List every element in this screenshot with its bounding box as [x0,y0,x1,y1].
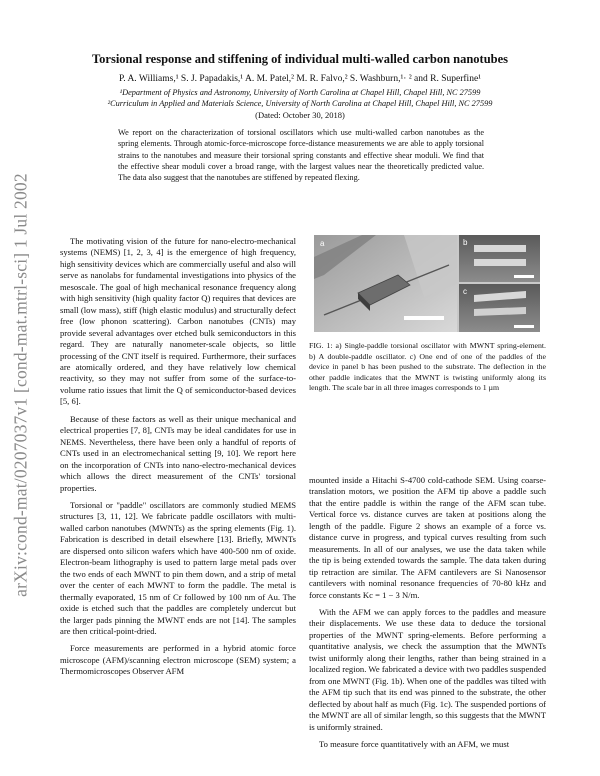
paddle [474,245,526,252]
panel-label-a: a [320,239,325,248]
author-list: P. A. Williams,¹ S. J. Papadakis,¹ A. M. Patel,² M. R. Falvo,² S. Washburn,¹· ² and R. Superfine¹ [118,74,482,84]
paragraph: Torsional or "paddle" oscillators are commonly studied MEMS structures [3, 11, 12]. We fabricate paddle oscillators with multi-walled carbon nanotubes (MWNTs) as the spring elements (Fig. 1). Fabrication is described in detail elsewhere [13]. Briefly, MWNTs are dispersed onto silicon wafers which have 400-500 nm of oxide. Electron-beam lithography is used to pattern large metal pads over the two ends of each MWNT to pin them down, and a strip of metal over the center of each MWNT to form the paddle. The metal is thermally evaporated, 15 nm of Cr followed by 100 nm of Au. The oxide is etched such that the paddles are completely undercut but the larger pads pinning the MWNT ends are not [14]. The samples are then critical-point-dried. [60,499,296,636]
sem-images [314,235,540,332]
paddle [474,259,526,266]
arxiv-identifier: arXiv:cond-mat/0207037v1 [cond-mat.mtrl-sci] 1 Jul 2002 [10,173,31,597]
caption-text: FIG. 1: a) Single-paddle torsional oscillator with MWNT spring-element. b) A double-paddle oscillator. c) One end of one of the paddles of the device in panel b has been pushed to the substrate. The deflection in the other paddle indicates that the MWNT is twisting uniformly along its length. The scale bar in all three images corresponds to 1 µm [309,341,546,393]
scale-bar [514,325,534,328]
paragraph: The motivating vision of the future for nano-electro-mechanical systems (NEMS) [1, 2, 3, 4] is the emergence of high frequency, high sensitivity devices which are commercially useful and also will serve as nanolabs for fundamental investigations into physics of the mesoscale. The goal of high mechanical resonance frequency along with high sensitivity (high quality factor Q) requires that devices are small (low mass), stiff (high elastic modulus) and structurally defect free (low phonon scattering). Carbon nanotubes (CNTs) may provide several advantages over etched bulk semiconductors in this regard. They are naturally nanometer-scale objects, so little processing of the CNT itself is required. Furthermore, their surfaces are atomically ordered, and they have relatively low chemical reactivity, so they may not suffer from some of the surface-to-volume ratio issues that limit the Q of semiconductor-based devices [5, 6]. [60,236,296,407]
panel-label-b: b [463,238,468,247]
paragraph: Because of these factors as well as their unique mechanical and electrical properties [7, 8], CNTs may be ideal candidates for use in NEMS. Nevertheless, there have been only a handful of reports of CNTs used in an electromechanical setting [9, 10]. We report here on the incorporation of CNTs into nano-electro-mechanical devices which allows the direct measurement of the CNTs' torsional properties. [60,413,296,493]
right-column [309,475,546,756]
paragraph: Force measurements are performed in a hybrid atomic force microscope (AFM)/scanning electron microscope (SEM) system; a Thermomicroscopes Observer AFM [60,643,296,677]
paragraph: mounted inside a Hitachi S-4700 cold-cathode SEM. Using coarse-translation motors, we position the AFM tip above a paddle such that the entire paddle is within the range of the AFM scan tube. Vertical force vs. distance curves are taken at positions along the length of the paddle. Figure 2 shows an example of a force vs. distance curve in progress, and typical curves resulting from such measurements. In all of our analyses, we use the data taken while the tip is being extended towards the sample. The data taken during tip retraction are similar. The AFM cantilevers are Si Nanosensor cantilevers with nominal resonance frequencies of 70-80 kHz and force constants Kc = 1 − 3 N/m. [309,475,546,600]
paragraph: To measure force quantitatively with an AFM, we must [319,738,510,749]
affiliation-2: ²Curriculum in Applied and Materials Science, University of North Carolina at Chapel Hill, Chapel Hill, NC 27599 [107,99,493,108]
panel-c-image [459,284,540,332]
scale-bar [404,316,444,320]
panel-b-image [459,235,540,282]
panel-label-c: c [463,287,467,296]
paragraph: With the AFM we can apply forces to the paddles and measure their displacements. We use these data to deduce the torsional properties of the MWNT spring-elements. Before performing a quantitative analysis, we check the assumption that the MWNTs twist uniformly along their lengths, rather than being strained in a localized region. We fabricated a device with two paddles suspended from one MWNT (Fig. 1b). When one of the paddles was tilted with the AFM tip such that its end was pinned to the substrate, the other deflected by about half as much (Fig. 1c). The suspended portions of the MWNT are all of similar length, so this suggests that the MWNT is uniformly strained. [309,606,546,732]
figure-1-micrographs [314,235,540,332]
scale-bar [514,275,534,278]
left-column [60,236,296,684]
abstract [118,127,484,183]
date-line: (Dated: October 30, 2018) [255,110,345,120]
figure-1-caption [309,341,546,394]
affiliation-1: ¹Department of Physics and Astronomy, University of North Carolina at Chapel Hill, Chapel Hill, NC 27599 [119,88,481,97]
paper-title: Torsional response and stiffening of individual multi-walled carbon nanotubes [91,52,509,66]
abstract-text: We report on the characterization of torsional oscillators which use multi-walled carbon nanotubes as the spring elements. Through atomic-force-microscope force-distance measurements we are able to apply torsional strains to the nanotubes and measure their torsional spring constants and effective shear moduli. We find that the effective shear moduli cover a broad range, with the largest values near the theoretically predicted value. The data also suggest that the nanotubes are stiffened by repeated flexing. [118,128,484,183]
